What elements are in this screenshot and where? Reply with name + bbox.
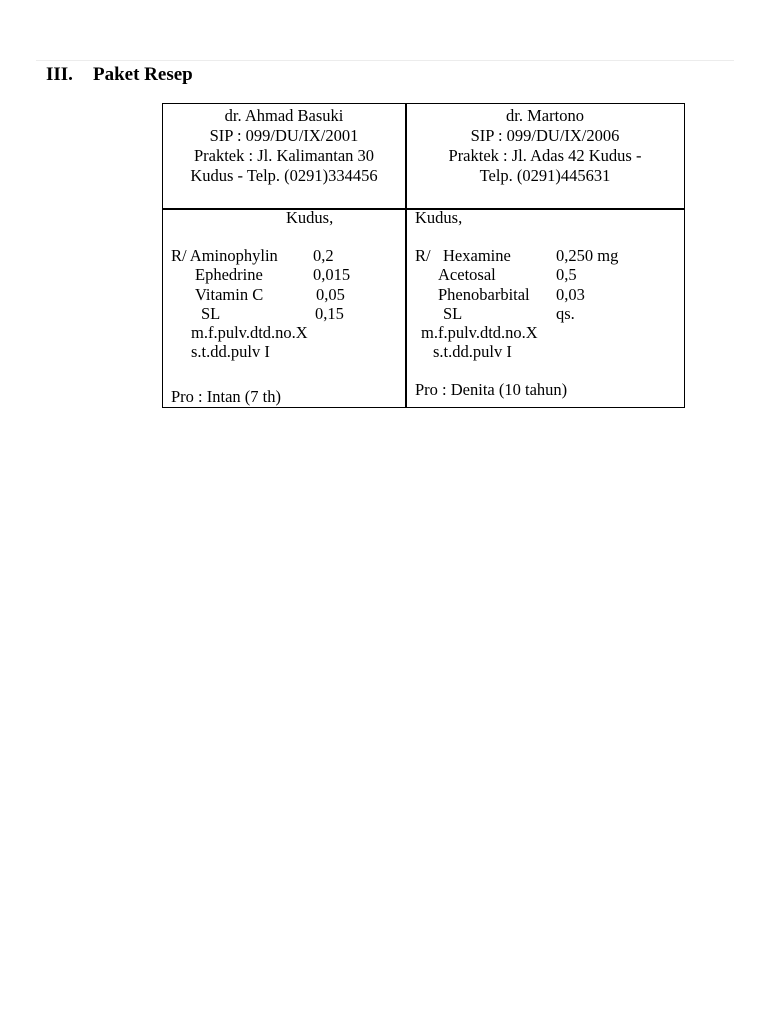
section-number: III.	[46, 64, 73, 85]
doctor-name: dr. Ahmad Basuki	[224, 106, 344, 125]
doctor-address-phone: Kudus - Telp. (0291)334456	[190, 166, 378, 185]
doctor-header-right	[406, 106, 684, 186]
doctor-address: Praktek : Jl. Kalimantan 30	[193, 146, 375, 165]
doctor-sip: SIP : 099/DU/IX/2006	[470, 126, 620, 145]
ingredient-dose: 0,05	[316, 285, 345, 304]
doctor-sip: SIP : 099/DU/IX/2001	[209, 126, 359, 145]
instruction-line: m.f.pulv.dtd.no.X	[191, 323, 308, 342]
ingredient-name: Acetosal	[438, 265, 496, 284]
ingredient-name: SL	[443, 304, 463, 323]
ingredient-name: Hexamine	[443, 246, 511, 265]
city-date: Kudus,	[415, 208, 463, 227]
prescription-table	[162, 103, 685, 408]
ingredient-name: Ephedrine	[195, 265, 263, 284]
ingredient-dose: 0,250 mg	[556, 246, 619, 265]
ingredient-name: Phenobarbital	[438, 285, 530, 304]
patient-info: Pro : Intan (7 th)	[171, 387, 281, 406]
section-heading	[46, 64, 193, 86]
section-title: Paket Resep	[93, 64, 193, 85]
instruction-line: s.t.dd.pulv I	[191, 342, 270, 361]
ingredient-dose: 0,15	[315, 304, 344, 323]
doctor-address: Praktek : Jl. Adas 42 Kudus -	[448, 146, 642, 165]
ingredient-dose: 0,015	[313, 265, 351, 284]
recipe-marker: R/	[415, 246, 431, 265]
doctor-name: dr. Martono	[506, 106, 584, 125]
ingredient-name: R/ Aminophylin	[171, 246, 278, 265]
doctor-address-phone: Telp. (0291)445631	[479, 166, 611, 185]
patient-info: Pro : Denita (10 tahun)	[415, 380, 568, 399]
ingredient-name: SL	[201, 304, 221, 323]
instruction-line: m.f.pulv.dtd.no.X	[421, 323, 538, 342]
ingredient-dose: 0,2	[313, 246, 334, 265]
instruction-line: s.t.dd.pulv I	[433, 342, 512, 361]
top-divider	[36, 60, 734, 61]
ingredient-name: Vitamin C	[195, 285, 264, 304]
ingredient-dose: 0,03	[556, 285, 585, 304]
ingredient-dose: qs.	[556, 304, 575, 323]
ingredient-dose: 0,5	[556, 265, 577, 284]
doctor-header-left	[163, 106, 405, 186]
city-date: Kudus,	[286, 208, 334, 227]
